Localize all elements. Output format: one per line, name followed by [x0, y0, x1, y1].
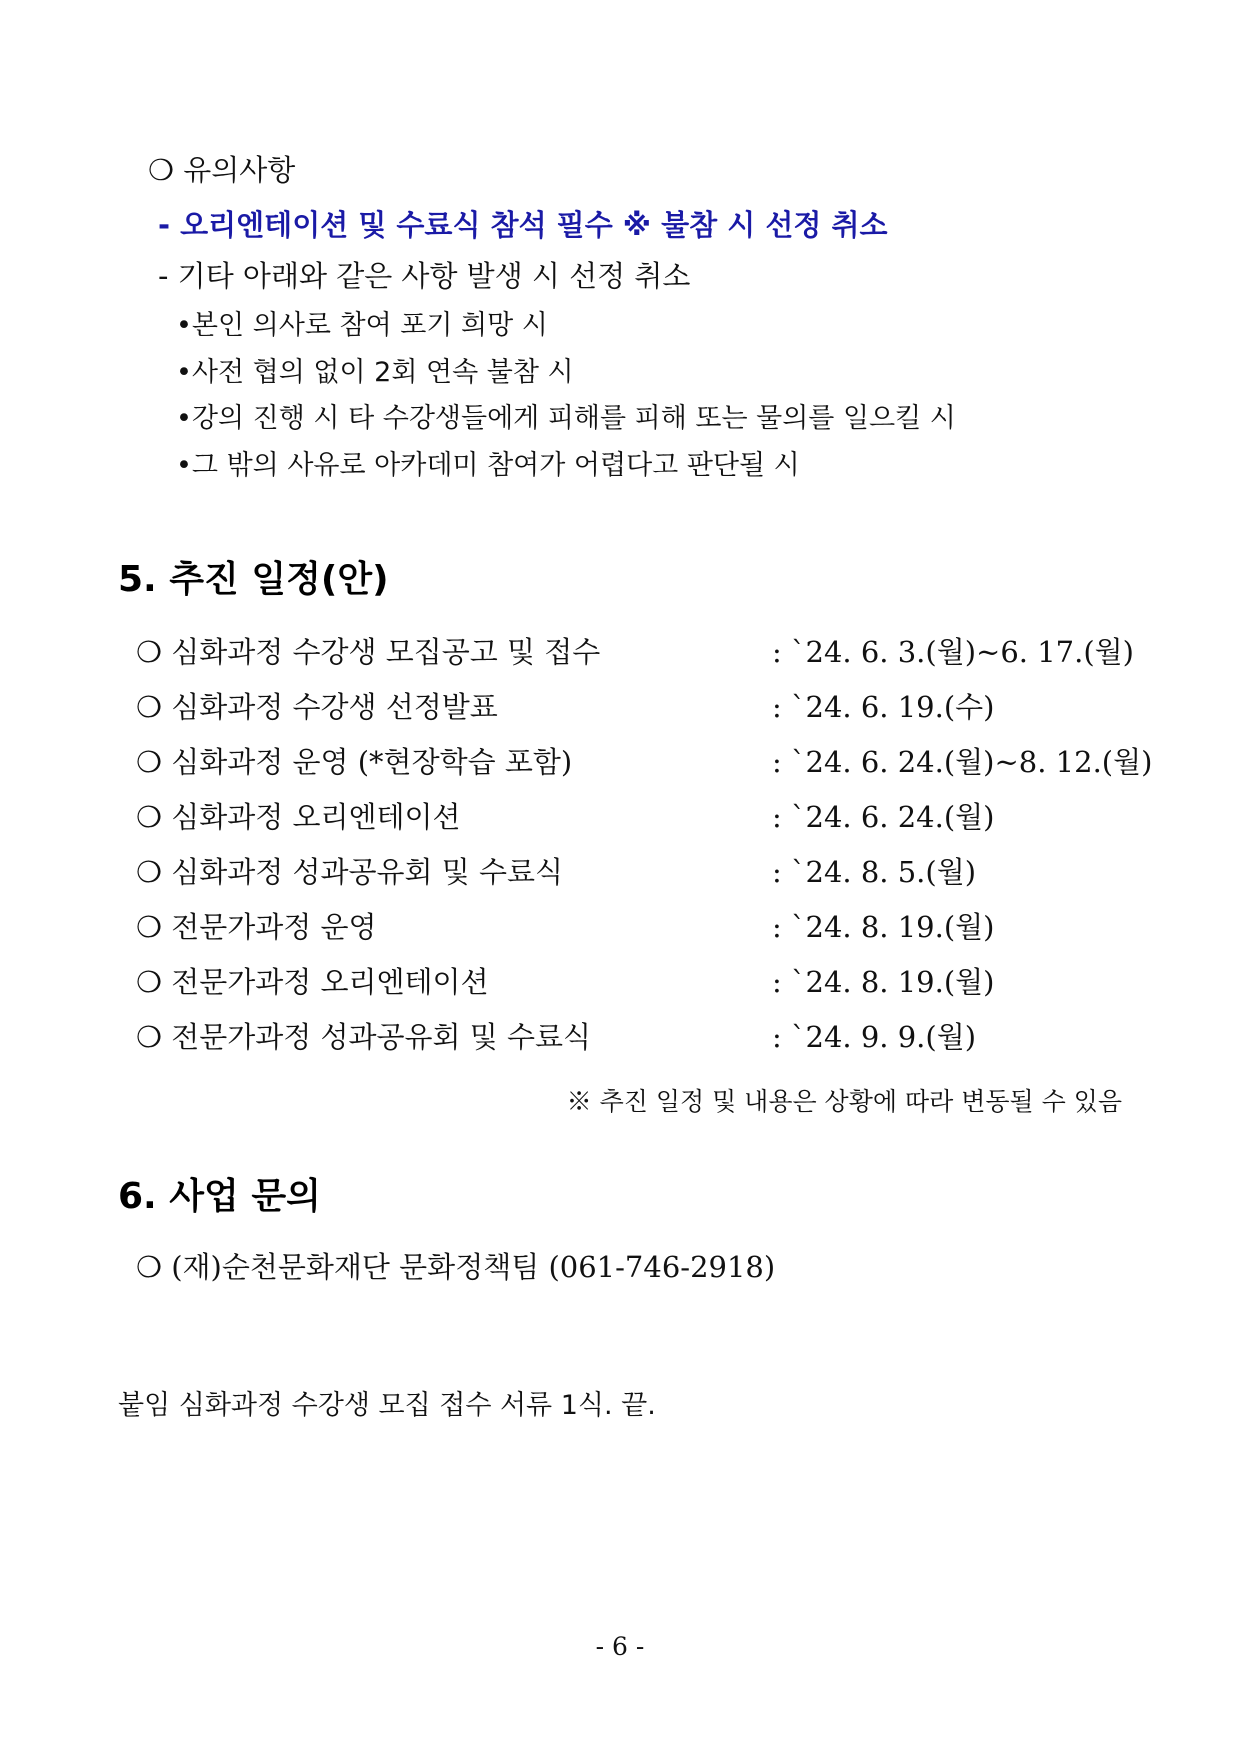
attachment-line: 붙임 심화과정 수강생 모집 접수 서류 1식. 끝. [118, 1390, 656, 1421]
notes-required: - 오리엔테이션 및 수료식 참석 필수 ※ 불참 시 선정 취소 [158, 208, 888, 242]
notes-bullet: •본인 의사로 참여 포기 희망 시 [176, 310, 548, 341]
notes-bullet: •사전 협의 없이 2회 연속 불참 시 [176, 357, 574, 388]
schedule-label: ❍ 전문가과정 운영 [136, 910, 377, 944]
schedule-date: : `24. 9. 9.(월) [772, 1020, 977, 1054]
notes-bullet: •강의 진행 시 타 수강생들에게 피해를 피해 또는 물의를 일으킬 시 [176, 403, 956, 434]
schedule-label: ❍ 전문가과정 오리엔테이션 [136, 965, 489, 999]
contact-info: ❍ (재)순천문화재단 문화정책팀 (061-746-2918) [136, 1250, 776, 1284]
schedule-label: ❍ 심화과정 수강생 선정발표 [136, 690, 498, 724]
schedule-label: ❍ 심화과정 수강생 모집공고 및 접수 [136, 635, 601, 669]
schedule-date: : `24. 6. 19.(수) [772, 690, 995, 724]
schedule-note: ※ 추진 일정 및 내용은 상황에 따라 변동될 수 있음 [566, 1087, 1122, 1116]
notes-bullet: •그 밖의 사유로 아카데미 참여가 어렵다고 판단될 시 [176, 450, 800, 481]
section6-heading: 6. 사업 문의 [118, 1176, 321, 1217]
schedule-label: ❍ 심화과정 성과공유회 및 수료식 [136, 855, 564, 889]
schedule-date: : `24. 6. 3.(월)~6. 17.(월) [772, 635, 1134, 669]
notes-other: - 기타 아래와 같은 사항 발생 시 선정 취소 [158, 259, 691, 293]
notes-title: ❍ 유의사항 [148, 153, 296, 187]
schedule-date: : `24. 6. 24.(월) [772, 800, 995, 834]
schedule-date: : `24. 8. 19.(월) [772, 910, 995, 944]
schedule-date: : `24. 6. 24.(월)~8. 12.(월) [772, 745, 1153, 779]
schedule-label: ❍ 심화과정 운영 (*현장학습 포함) [136, 745, 573, 779]
schedule-date: : `24. 8. 19.(월) [772, 965, 995, 999]
schedule-label: ❍ 심화과정 오리엔테이션 [136, 800, 461, 834]
schedule-date: : `24. 8. 5.(월) [772, 855, 977, 889]
page-number: - 6 - [595, 1632, 645, 1661]
schedule-label: ❍ 전문가과정 성과공유회 및 수료식 [136, 1020, 592, 1054]
section5-heading: 5. 추진 일정(안) [118, 559, 389, 600]
